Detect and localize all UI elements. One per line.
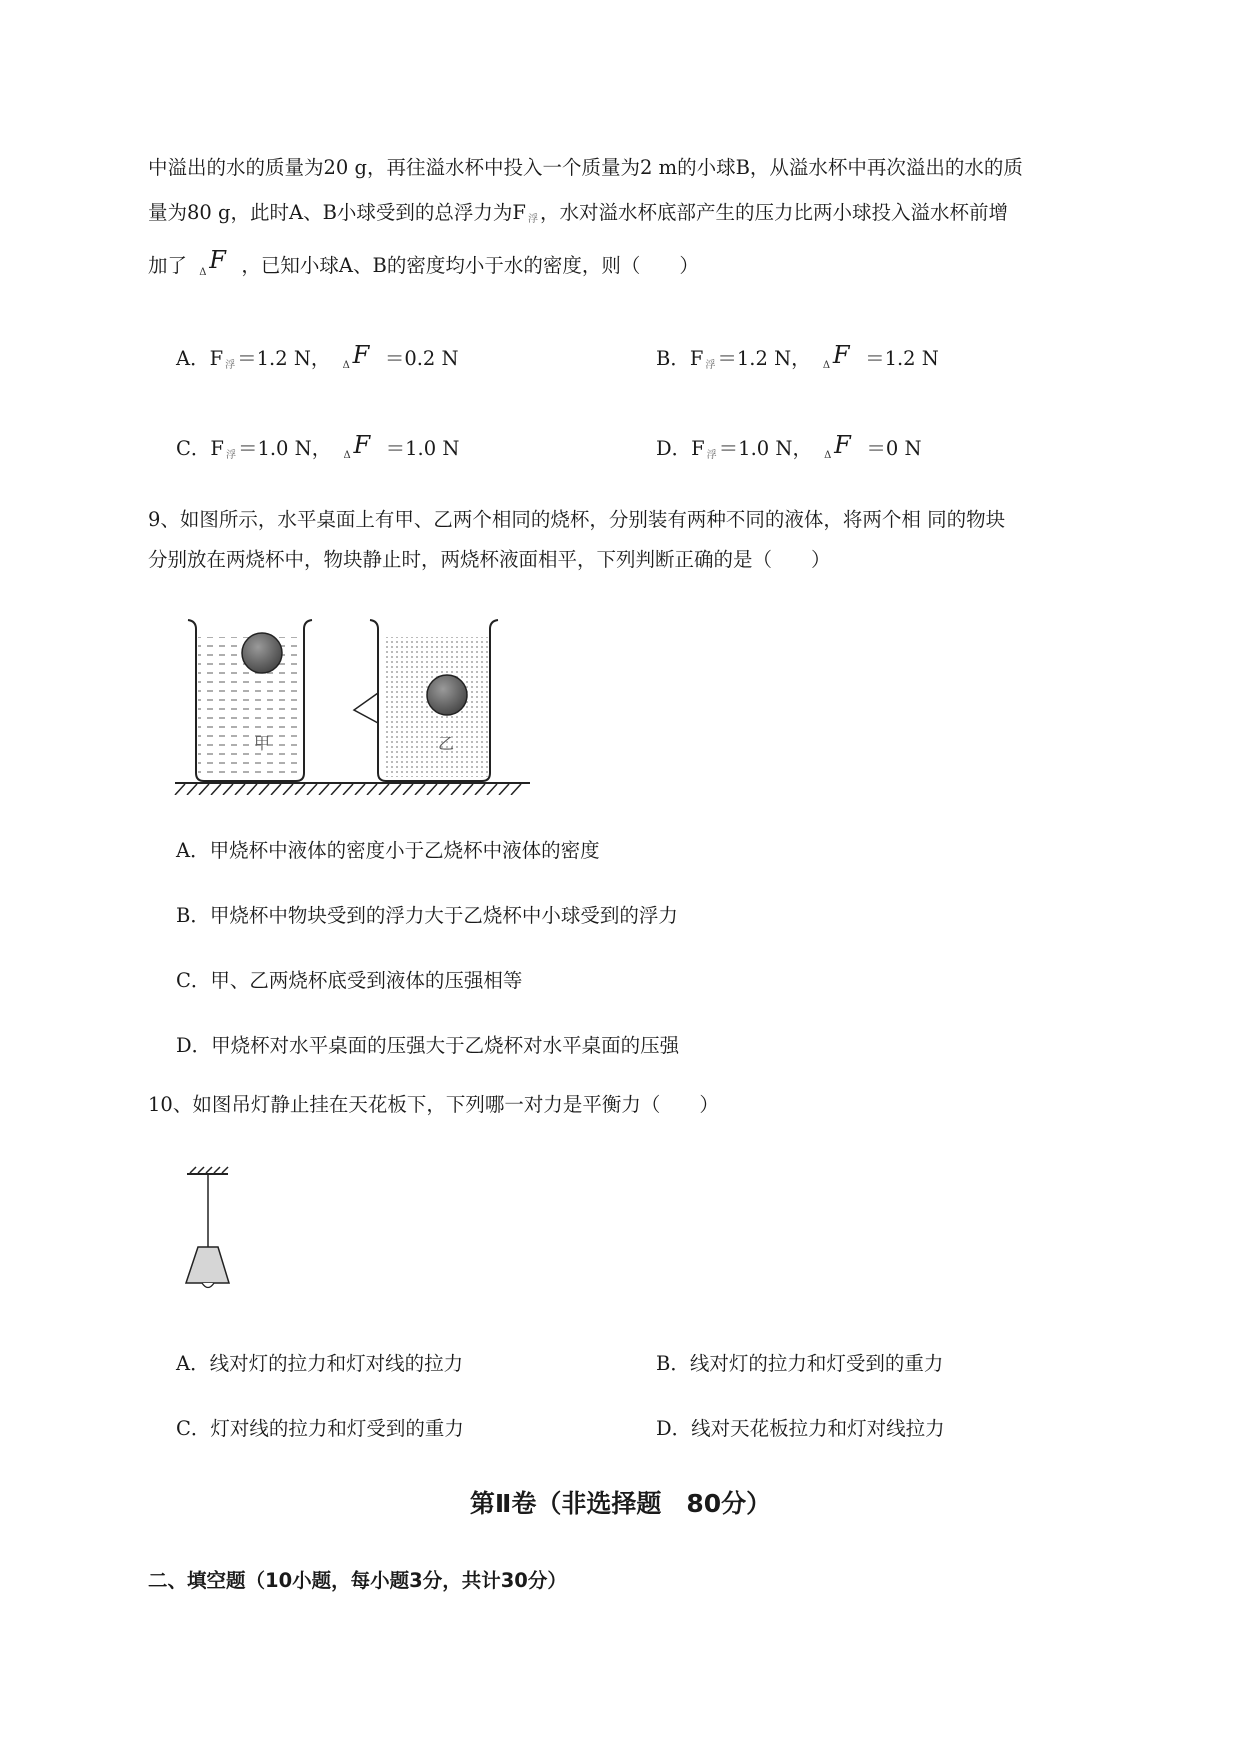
q9-line2: 分别放在两烧杯中，物块静止时，两烧杯液面相平，下列判断正确的是（ ） [148,548,831,571]
q8-line2-text-a: 量为80 g，此时A、B小球受到的总浮力为F [148,201,526,224]
delta-f-symbol: Δ F [342,341,370,371]
q8-option-b[interactable]: B．F $_浮$ ＝1.2 N， Δ F ＝1.2 N [656,341,939,371]
delta-f-symbol: Δ F [822,341,850,371]
q8-line2-text-b: ，水对溢水杯底部产生的压力比两小球投入溢水杯前增 [539,201,1008,224]
q10-option-c[interactable]: C．灯对线的拉力和灯受到的重力 [176,1417,464,1440]
q9-line1: 9、如图所示，水平桌面上有甲、乙两个相同的烧杯，分别装有两种不同的液体，将两个相 同的物块 [148,508,1006,531]
q10-line1: 10、如图吊灯静止挂在天花板下，下列哪一对力是平衡力（ ） [148,1093,719,1116]
delta-f-symbol: Δ F [343,431,371,461]
lamp-shade [186,1247,229,1283]
q8-line1: 中溢出的水的质量为20 g，再往溢水杯中投入一个质量为2 m的小球B，从溢水杯中再次溢出的水的质 [148,156,1023,179]
q8-option-d[interactable]: D．F $_浮$ ＝1.0 N， Δ F ＝0 N [656,431,922,461]
q8-option-c[interactable]: C．F $_浮$ ＝1.0 N， Δ F ＝1.0 N [176,431,460,461]
q8-line3-text-a: 加了 [148,254,188,277]
q8-line3-text-b: ，已知小球A、B的密度均小于水的密度，则（ ） [241,254,699,277]
ceiling [187,1167,228,1174]
q10-option-d[interactable]: D．线对天花板拉力和灯对线拉力 [656,1417,945,1440]
q9-option-a[interactable]: A．甲烧杯中液体的密度小于乙烧杯中液体的密度 [176,839,600,862]
beaker-yi [354,620,498,781]
q8-line2 [148,203,1148,225]
label-jia: 甲 [254,734,271,753]
section-2-subtitle: 二、填空题（10小题，每小题3分，共计30分） [148,1569,567,1592]
q8-line3 [148,246,1148,278]
q9-option-b[interactable]: B．甲烧杯中物块受到的浮力大于乙烧杯中小球受到的浮力 [176,904,678,927]
q8-line2-subscript: 浮 [527,214,538,225]
label-yi: 乙 [438,734,455,753]
ball-yi [427,675,467,715]
beaker-jia [188,620,312,781]
q9-option-c[interactable]: C．甲、乙两烧杯底受到液体的压强相等 [176,969,523,992]
q8-option-a[interactable]: A．F $_浮$ ＝1.2 N， Δ F ＝0.2 N [176,341,459,371]
table-surface [175,783,530,795]
beakers-figure [170,615,540,795]
hanging-lamp-figure [180,1165,250,1295]
q10-option-a[interactable]: A．线对灯的拉力和灯对线的拉力 [176,1352,464,1375]
delta-f-symbol: Δ F [199,246,226,278]
delta-f-symbol: Δ F [824,431,851,461]
q9-option-d[interactable]: D．甲烧杯对水平桌面的压强大于乙烧杯对水平桌面的压强 [176,1034,680,1057]
lamp-bulb [202,1283,214,1288]
q10-option-b[interactable]: B．线对灯的拉力和灯受到的重力 [656,1352,944,1375]
ball-jia [242,633,282,673]
section-2-title: 第Ⅱ卷（非选择题 80分） [469,1489,772,1518]
